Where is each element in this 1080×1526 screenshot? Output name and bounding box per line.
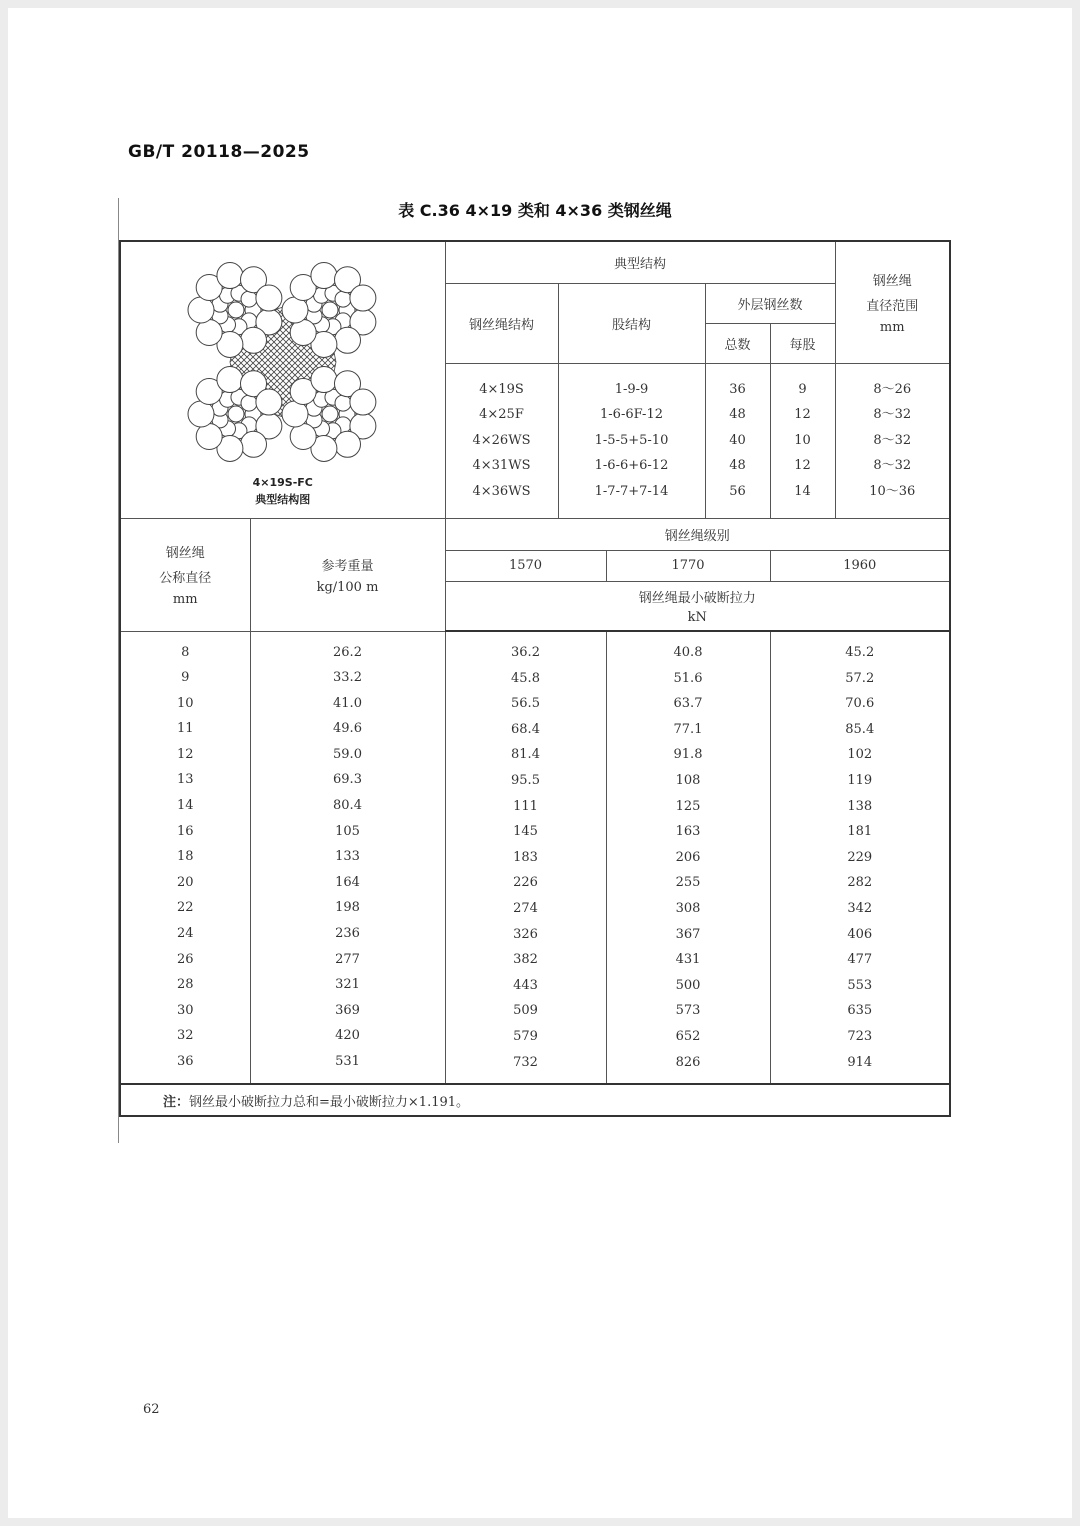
grade-1960-column	[770, 631, 950, 1084]
row-force-1960-15: 723	[847, 1028, 873, 1044]
note-text: 钢丝最小破断拉力总和=最小破断拉力×1.191。	[189, 1094, 470, 1110]
structure-range-3: 8～32	[873, 458, 912, 474]
strand-outer-wire	[240, 431, 266, 457]
row-force-1770-5: 108	[675, 772, 701, 788]
reference-weight-label: 参考重量	[321, 558, 374, 574]
structure-rope-1: 4×25F	[479, 407, 524, 423]
row-weight-1: 33.2	[333, 670, 362, 686]
row-force-1960-10: 342	[847, 900, 873, 916]
row-diameter-0: 8	[181, 644, 190, 660]
row-force-1770-3: 77.1	[673, 721, 703, 737]
row-force-1770-8: 206	[675, 849, 701, 865]
row-weight-10: 198	[335, 900, 360, 916]
row-force-1770-14: 573	[675, 1003, 701, 1019]
structure-range-list	[835, 363, 950, 518]
grade-1770-header: 1770	[606, 550, 770, 581]
row-diameter-5: 13	[176, 772, 194, 788]
row-force-1570-5: 95.5	[511, 772, 540, 788]
structure-range-2: 8～32	[873, 432, 912, 448]
row-force-1570-6: 111	[513, 798, 538, 814]
structure-range-1: 8～32	[873, 407, 912, 423]
structure-range-0: 8～26	[873, 381, 912, 397]
strand-outer-wire	[350, 285, 376, 311]
strand-core-wire	[322, 406, 338, 422]
row-diameter-15: 32	[176, 1028, 194, 1044]
reference-weight-column	[250, 631, 445, 1084]
structure-per-strand-2: 10	[794, 432, 811, 448]
row-force-1570-2: 56.5	[511, 696, 540, 712]
row-force-1570-12: 382	[513, 952, 538, 968]
row-force-1960-1: 57.2	[845, 670, 875, 686]
structure-rope-3: 4×31WS	[472, 458, 531, 474]
row-diameter-4: 12	[176, 746, 194, 762]
row-diameter-3: 11	[176, 721, 194, 737]
row-diameter-2: 10	[176, 695, 194, 711]
row-weight-11: 236	[335, 926, 360, 942]
structure-per-strand-0: 9	[798, 381, 807, 397]
diameter-range-label-1: 钢丝绳	[872, 273, 912, 289]
row-force-1770-13: 500	[675, 977, 701, 993]
strand-inner-wire	[335, 395, 351, 411]
figure-caption-code: 4×19S-FC	[252, 475, 313, 489]
breaking-force-header	[445, 581, 950, 631]
strand-outer-wire	[240, 327, 266, 353]
row-diameter-7: 16	[176, 823, 194, 839]
note-label: 注：	[163, 1094, 190, 1110]
row-diameter-14: 30	[176, 1002, 194, 1018]
row-force-1770-4: 91.8	[673, 747, 703, 763]
outer-wires-per-strand-header: 每股	[770, 323, 835, 363]
row-diameter-6: 14	[176, 798, 194, 814]
strand-outer-wire	[311, 262, 337, 288]
strand-structure-header: 股结构	[558, 283, 705, 363]
row-force-1570-11: 326	[513, 926, 538, 942]
row-force-1770-12: 431	[675, 952, 701, 968]
row-weight-9: 164	[335, 874, 360, 890]
structure-rope-4: 4×36WS	[472, 483, 531, 499]
row-force-1770-6: 125	[675, 798, 701, 814]
row-weight-13: 321	[335, 977, 360, 993]
typical-structure-header: 典型结构	[445, 241, 835, 283]
row-diameter-10: 22	[176, 900, 194, 916]
strand-outer-wire	[256, 389, 282, 415]
strand-core-wire	[228, 406, 244, 422]
strand-outer-wire	[350, 389, 376, 415]
strand-outer-wire	[334, 431, 360, 457]
structure-total-list	[705, 363, 770, 518]
row-force-1960-3: 85.4	[845, 721, 875, 737]
reference-weight-header	[250, 518, 445, 631]
structure-strand-3: 1-6-6+6-12	[594, 458, 669, 474]
structure-strand-0: 1-9-9	[614, 381, 649, 397]
row-force-1770-1: 51.6	[673, 670, 703, 686]
strand-outer-wire	[334, 327, 360, 353]
structure-total-3: 48	[729, 458, 746, 474]
row-force-1570-4: 81.4	[511, 747, 540, 763]
row-force-1960-8: 229	[847, 849, 873, 865]
row-force-1770-7: 163	[675, 824, 701, 840]
structure-strand-1: 1-6-6F-12	[600, 407, 663, 423]
diameter-range-unit: mm	[879, 319, 905, 335]
row-weight-4: 59.0	[333, 746, 362, 762]
strand-outer-wire	[311, 366, 337, 392]
row-force-1770-16: 826	[675, 1054, 701, 1070]
structure-rope-0: 4×19S	[479, 381, 524, 397]
row-weight-12: 277	[335, 951, 360, 967]
row-force-1960-12: 477	[847, 952, 873, 968]
row-force-1770-0: 40.8	[673, 645, 703, 660]
structure-per-strand-list	[770, 363, 835, 518]
row-force-1570-1: 45.8	[511, 670, 540, 686]
table-note	[120, 1084, 950, 1116]
row-force-1960-4: 102	[847, 747, 873, 763]
structure-range-4: 10～36	[869, 483, 916, 499]
nominal-diameter-unit: mm	[172, 592, 198, 607]
row-force-1960-2: 70.6	[845, 696, 875, 712]
strand-outer-wire	[217, 262, 243, 288]
outer-wires-total-header: 总数	[705, 323, 770, 363]
table-title: 表 C.36 4×19 类和 4×36 类钢丝绳	[398, 201, 672, 220]
structure-total-2: 40	[729, 432, 746, 448]
nominal-diameter-label-2: 公称直径	[159, 571, 212, 586]
breaking-force-label: 钢丝绳最小破断拉力	[638, 590, 756, 606]
row-weight-3: 49.6	[333, 721, 362, 737]
rope-structure-header: 钢丝绳结构	[445, 283, 558, 363]
row-diameter-11: 24	[176, 926, 194, 942]
row-force-1570-14: 509	[513, 1003, 538, 1019]
row-force-1960-7: 181	[847, 824, 873, 840]
row-diameter-1: 9	[181, 670, 190, 686]
strand-inner-wire	[241, 291, 257, 307]
standard-code: GB/T 20118—2025	[128, 142, 310, 162]
row-force-1570-8: 183	[513, 849, 538, 865]
row-force-1960-5: 119	[847, 772, 873, 788]
nominal-diameter-column	[120, 631, 250, 1084]
grade-header: 钢丝绳级别	[445, 518, 950, 550]
row-force-1570-9: 226	[513, 875, 538, 891]
nominal-diameter-label-1: 钢丝绳	[165, 546, 205, 561]
row-force-1570-10: 274	[513, 900, 538, 916]
row-weight-8: 133	[335, 849, 360, 865]
row-weight-7: 105	[335, 823, 360, 839]
row-force-1570-7: 145	[513, 824, 538, 840]
structure-strand-4: 1-7-7+7-14	[594, 483, 669, 499]
row-force-1570-0: 36.2	[511, 645, 540, 660]
row-diameter-13: 28	[176, 977, 194, 993]
structure-per-strand-1: 12	[794, 407, 811, 423]
row-force-1770-15: 652	[675, 1028, 701, 1044]
figure-caption-title: 典型结构图	[255, 492, 311, 506]
row-diameter-16: 36	[176, 1054, 194, 1069]
grade-1960-header: 1960	[770, 550, 950, 581]
outer-wires-header: 外层钢丝数	[705, 283, 835, 323]
breaking-force-unit: kN	[687, 609, 707, 625]
structure-total-4: 56	[729, 483, 746, 499]
row-weight-5: 69.3	[333, 772, 362, 788]
strand-core-wire	[228, 302, 244, 318]
row-force-1570-3: 68.4	[511, 721, 540, 737]
structure-total-1: 48	[729, 407, 746, 423]
row-force-1960-14: 635	[847, 1003, 873, 1019]
row-diameter-8: 18	[176, 849, 194, 865]
row-weight-2: 41.0	[333, 695, 362, 711]
row-force-1570-13: 443	[513, 977, 538, 993]
row-force-1960-13: 553	[847, 977, 873, 993]
row-force-1960-16: 914	[847, 1054, 873, 1070]
grade-1770-column	[606, 631, 770, 1084]
strand-core-wire	[322, 302, 338, 318]
strand-outer-wire	[256, 285, 282, 311]
row-weight-15: 420	[335, 1028, 360, 1044]
structure-per-strand-3: 12	[794, 458, 811, 474]
reference-weight-unit: kg/100 m	[316, 579, 379, 595]
strand-outer-wire	[217, 366, 243, 392]
rope-cross-section-diagram	[178, 252, 388, 472]
row-force-1960-6: 138	[847, 798, 873, 814]
structure-rope-list	[445, 363, 558, 518]
row-force-1960-11: 406	[847, 926, 873, 942]
page-number: 62	[143, 1402, 160, 1417]
nominal-diameter-header	[120, 518, 250, 631]
row-weight-16: 531	[335, 1054, 360, 1069]
structure-strand-2: 1-5-5+5-10	[594, 432, 669, 448]
row-force-1770-2: 63.7	[673, 696, 703, 712]
typical-structure-figure	[120, 241, 445, 518]
row-force-1960-9: 282	[847, 875, 873, 891]
row-weight-6: 80.4	[333, 798, 362, 814]
structure-per-strand-4: 14	[794, 483, 811, 499]
row-force-1960-0: 45.2	[845, 645, 875, 660]
strand-inner-wire	[335, 291, 351, 307]
rope-table	[119, 240, 951, 1117]
diameter-range-label-2: 直径范围	[866, 298, 919, 314]
diameter-range-header	[835, 241, 950, 363]
row-force-1570-16: 732	[513, 1054, 538, 1070]
grade-1570-header: 1570	[445, 550, 606, 581]
row-weight-0: 26.2	[333, 644, 362, 660]
structure-rope-2: 4×26WS	[472, 432, 531, 448]
structure-total-0: 36	[729, 381, 746, 397]
row-diameter-12: 26	[176, 951, 194, 967]
grade-1570-column	[445, 631, 606, 1084]
strand-inner-wire	[241, 395, 257, 411]
row-force-1770-10: 308	[675, 900, 701, 916]
row-weight-14: 369	[335, 1002, 360, 1018]
row-force-1770-11: 367	[675, 926, 701, 942]
row-diameter-9: 20	[176, 874, 194, 890]
row-force-1570-15: 579	[513, 1028, 538, 1044]
row-force-1770-9: 255	[675, 875, 701, 891]
structure-strand-list	[558, 363, 705, 518]
